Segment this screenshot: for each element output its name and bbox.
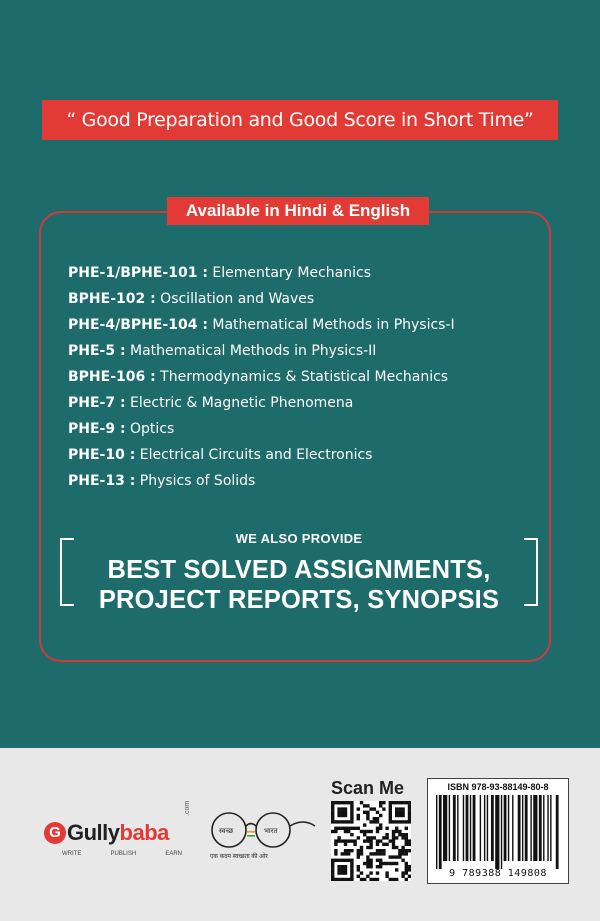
course-title: Physics of Solids [135,473,256,489]
logo-g-icon: G [44,822,66,844]
provide-heading-wrap [60,530,538,548]
scan-me-label: Scan Me [331,778,405,798]
course-item [68,260,455,286]
isbn-digits: 9 789388 149808 [449,868,547,879]
course-item [68,338,455,364]
course-item [68,312,455,338]
course-code: PHE-4/BPHE-104 : [68,317,208,333]
isbn-barcode-box [427,778,569,884]
logo-tag-publish: PUBLISH [110,851,137,857]
logo-word-a: Gully [67,820,120,845]
tagline-banner: “ Good Preparation and Good Score in Short Time” [42,100,558,140]
swachh-bharat-logo [207,812,317,862]
course-title: Elementary Mechanics [207,265,372,281]
provide-line-2: PROJECT REPORTS, SYNOPSIS [93,586,505,614]
swachh-word: स्वच्छ [219,827,234,835]
course-title: Electrical Circuits and Electronics [135,447,373,463]
course-title: Optics [125,421,175,437]
spectacles-icon [207,812,317,852]
course-code: BPHE-102 : [68,291,156,307]
barcode-image [434,795,562,869]
course-title: Mathematical Methods in Physics-I [207,317,455,333]
course-title: Mathematical Methods in Physics-II [125,343,377,359]
logo-word-b: baba [119,820,169,845]
course-list [68,260,455,494]
course-item [68,364,455,390]
course-item [68,416,455,442]
course-code: PHE-1/BPHE-101 : [68,265,208,281]
isbn-label: ISBN 978-93-88149-80-8 [447,782,549,792]
swachh-caption: एक कदम स्वच्छता की ओर [210,854,268,860]
course-code: PHE-7 : [68,395,126,411]
course-item [68,442,455,468]
course-title: Thermodynamics & Statistical Mechanics [155,369,449,385]
provide-line-1: BEST SOLVED ASSIGNMENTS, [107,556,491,584]
logo-wordmark [67,820,169,846]
course-code: PHE-13 : [68,473,136,489]
also-provide-box [60,531,538,620]
course-item [68,468,455,494]
logo-taglines [62,851,182,857]
logo-tag-write: WRITE [62,851,82,857]
provide-text [60,555,538,615]
logo-tag-earn: EARN [165,851,182,857]
bharat-word: भारत [264,827,278,835]
course-title: Electric & Magnetic Phenomena [125,395,354,411]
course-code: PHE-10 : [68,447,136,463]
course-item [68,286,455,312]
availability-badge: Available in Hindi & English [167,197,429,225]
qr-code-image [331,801,411,881]
provide-line-2-wrap [60,585,538,615]
course-code: BPHE-106 : [68,369,156,385]
course-code: PHE-5 : [68,343,126,359]
course-code: PHE-9 : [68,421,126,437]
course-item [68,390,455,416]
provide-heading: WE ALSO PROVIDE [226,531,373,546]
course-title: Oscillation and Waves [155,291,315,307]
logo-suffix: .com [184,800,191,816]
qr-code [331,801,411,881]
